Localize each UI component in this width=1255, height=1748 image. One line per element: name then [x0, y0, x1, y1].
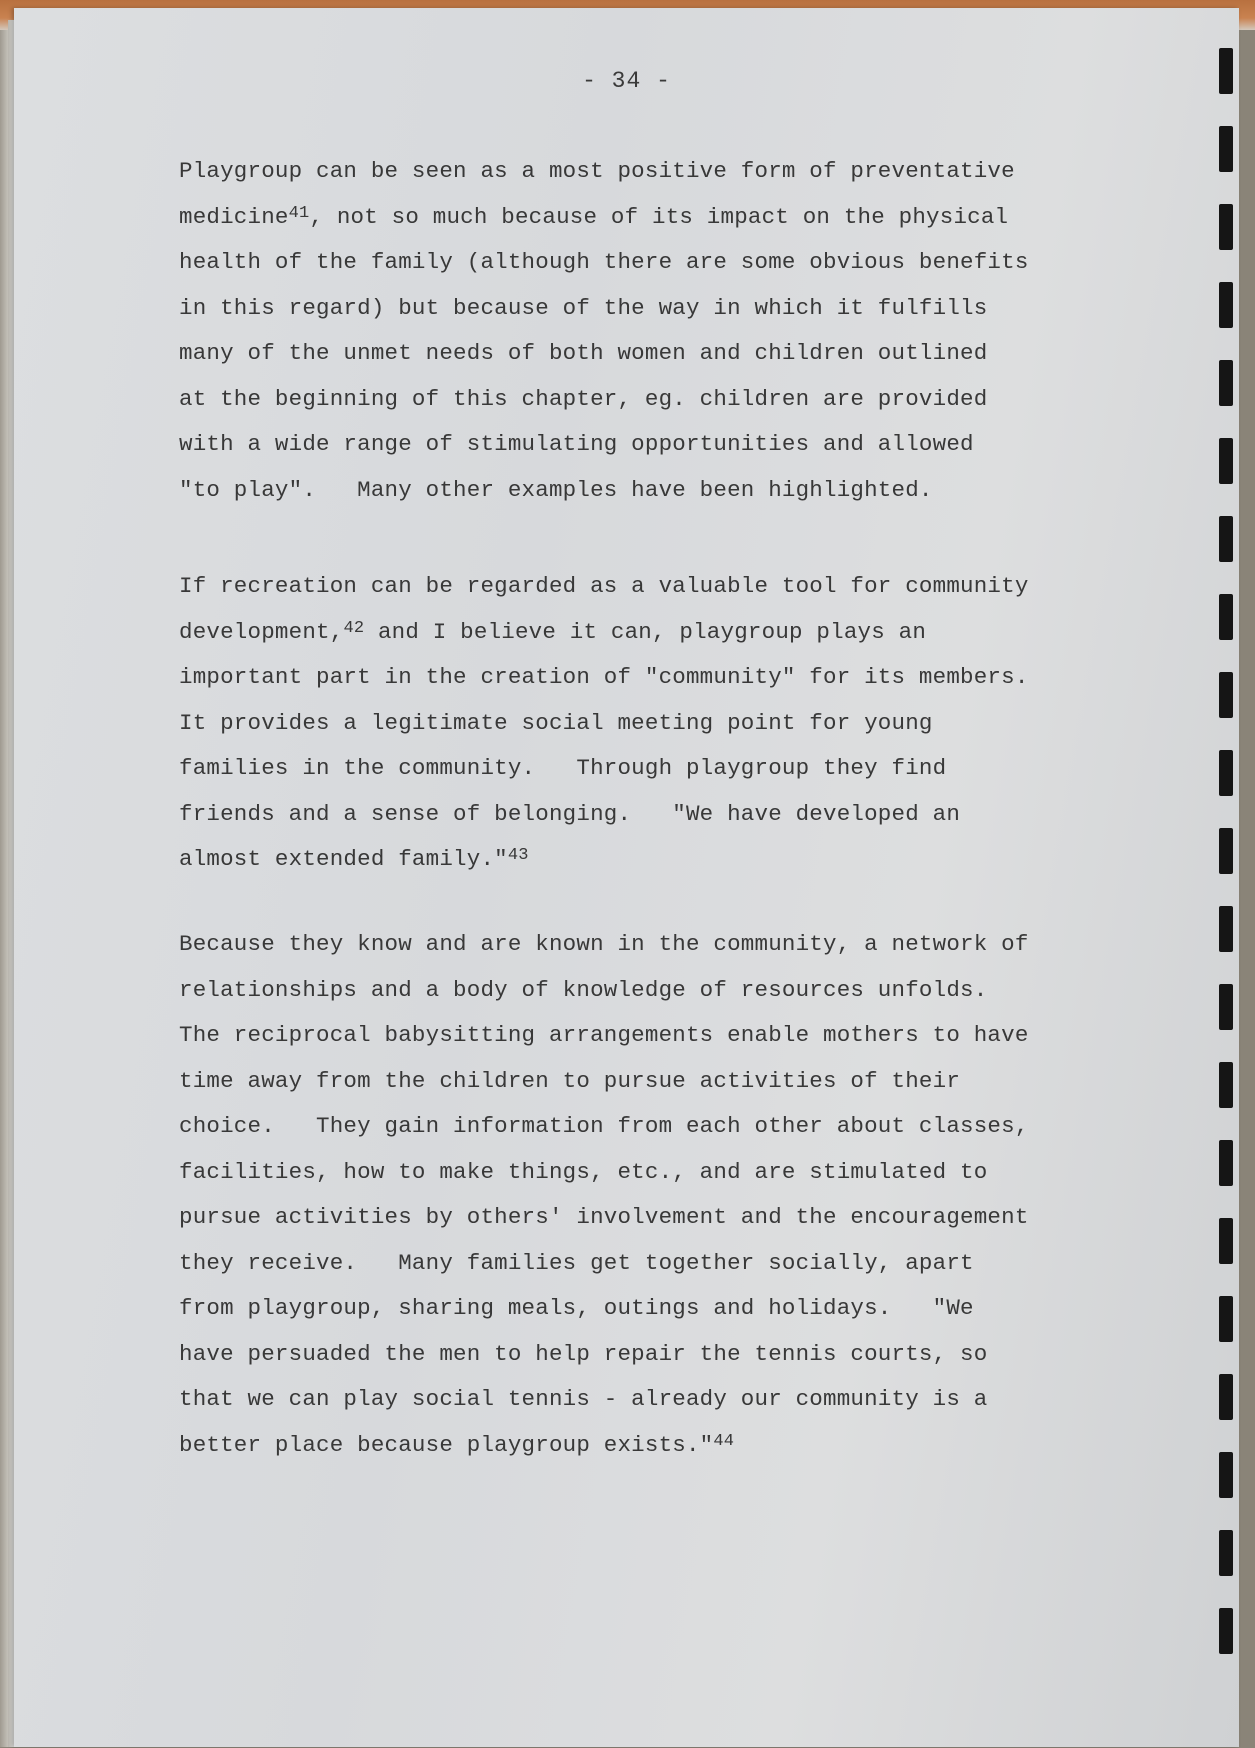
text-line: health of the family (although there are some obvious benefits — [179, 249, 1029, 275]
text-line: It provides a legitimate social meeting point for young — [179, 709, 933, 736]
text-line: at the beginning of this chapter, eg. children are provided — [179, 385, 988, 412]
text-line: important part in the creation of "community" for its members. — [179, 664, 1029, 690]
text-line: facilities, how to make things, etc., and are stimulated to — [179, 1158, 988, 1185]
binding-slot — [1219, 672, 1233, 718]
comb-binding — [1213, 48, 1233, 1748]
document-page — [14, 8, 1239, 1747]
text-line: development,$^{42}$ and I believe it can, playgroup plays an — [179, 618, 927, 645]
text-line: choice. They gain information from each other about classes, — [179, 1113, 1029, 1139]
binding-slot — [1219, 1062, 1233, 1108]
text-line: friends and a sense of belonging. "We have developed an — [179, 800, 961, 827]
text-line: they receive. Many families get together socially, apart — [179, 1249, 974, 1276]
binding-slot — [1219, 594, 1233, 640]
text-line: "to play". Many other examples have been highlighted. — [179, 476, 933, 503]
text-line: Because they know and are known in the community, a network of — [179, 931, 1029, 957]
binding-slot — [1219, 204, 1233, 250]
binding-slot — [1219, 516, 1233, 562]
footnote-marker: 41 — [288, 203, 310, 223]
page-stack-edge — [0, 30, 8, 1747]
binding-slot — [1219, 750, 1233, 796]
text-line: families in the community. Through playgroup they find — [179, 755, 947, 781]
footnote-marker: 42 — [343, 618, 365, 638]
page-number: - 34 - — [582, 68, 671, 94]
text-line: have persuaded the men to help repair the tennis courts, so — [179, 1340, 988, 1367]
footnote-marker: 44 — [713, 1431, 735, 1451]
text-line: with a wide range of stimulating opportunities and allowed — [179, 431, 974, 457]
binding-slot — [1219, 438, 1233, 484]
text-line: time away from the children to pursue activities of their — [179, 1067, 961, 1094]
binding-slot — [1219, 282, 1233, 328]
footnote-marker: 43 — [507, 846, 529, 865]
binding-slot — [1219, 828, 1233, 874]
text-line: pursue activities by others' involvement and the encouragement — [179, 1204, 1029, 1230]
binding-slot — [1219, 1218, 1233, 1264]
text-line: The reciprocal babysitting arrangements enable mothers to have — [179, 1022, 1029, 1048]
binding-slot — [1219, 360, 1233, 406]
text-line: medicine$^{41}$, not so much because of its impact on the physical — [179, 203, 1009, 230]
binding-slot — [1219, 984, 1233, 1030]
binding-slot — [1219, 126, 1233, 172]
binding-slot — [1219, 1530, 1233, 1576]
text-line: many of the unmet needs of both women and children outlined — [179, 340, 988, 366]
text-line: better place because playgroup exists."$^{44}$ — [179, 1431, 735, 1458]
text-line: almost extended family."$^{43}$ — [179, 846, 529, 872]
binding-slot — [1219, 1608, 1233, 1654]
binding-slot — [1219, 1452, 1233, 1498]
binding-slot — [1219, 48, 1233, 94]
text-line: from playgroup, sharing meals, outings and holidays. "We — [179, 1295, 974, 1321]
binding-slot — [1219, 906, 1233, 952]
text-line: relationships and a body of knowledge of resources unfolds. — [179, 976, 988, 1003]
text-line: Playgroup can be seen as a most positive form of preventative — [179, 158, 1015, 184]
binding-slot — [1219, 1140, 1233, 1186]
binding-slot — [1219, 1296, 1233, 1342]
text-line: that we can play social tennis - already our community is a — [179, 1386, 988, 1412]
binding-slot — [1219, 1374, 1233, 1420]
text-line: in this regard) but because of the way in which it fulfills — [179, 294, 988, 321]
text-line: If recreation can be regarded as a valuable tool for community — [179, 573, 1029, 599]
